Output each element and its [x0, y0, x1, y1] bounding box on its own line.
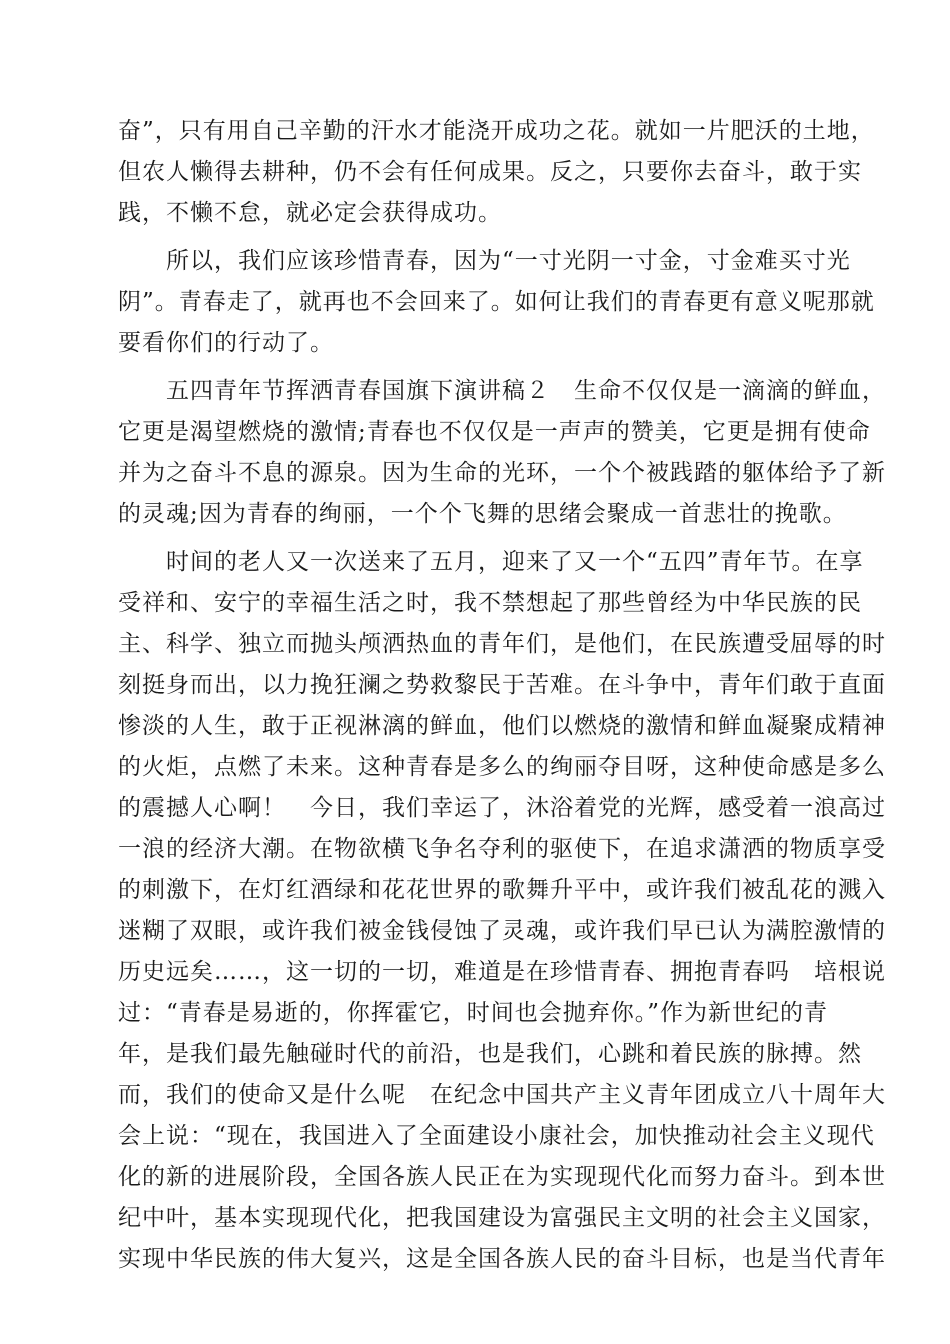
text-line: 但农人懒得去耕种，仍不会有任何成果。反之，只要你去奋斗，敢于实	[118, 159, 862, 185]
text-line: 要看你们的行动了。	[118, 330, 334, 356]
text-line: 并为之奋斗不息的源泉。因为生命的光环，一个个被践踏的躯体给予了新	[118, 460, 886, 486]
text-line: 的火炬，点燃了未来。这种青春是多么的绚丽夺目呀，这种使命感是多么	[118, 754, 886, 780]
text-line: 迷糊了双眼，或许我们被金钱侵蚀了灵魂，或许我们早已认为满腔激情的	[118, 918, 886, 944]
text-line: 奋”，只有用自己辛勤的汗水才能浇开成功之花。就如一片肥沃的土地，	[118, 118, 875, 144]
text-line: 会上说：“现在，我国进入了全面建设小康社会，加快推动社会主义现代	[118, 1123, 875, 1149]
text-line: 而，我们的使命又是什么呢 在纪念中国共产主义青年团成立八十周年大	[118, 1082, 886, 1108]
text-line: 践，不懒不怠，就必定会获得成功。	[118, 200, 502, 226]
text-line: 历史远矣……，这一切的一切，难道是在珍惜青春、拥抱青春吗 培根说	[118, 959, 886, 985]
text-line: 刻挺身而出，以力挽狂澜之势救黎民于苦难。在斗争中，青年们敢于直面	[118, 672, 886, 698]
text-line: 所以，我们应该珍惜青春，因为“一寸光阴一寸金，寸金难买寸光	[118, 248, 851, 274]
text-line: 时间的老人又一次送来了五月，迎来了又一个“五四”青年节。在享	[118, 549, 864, 575]
text-line: 过：“青春是易逝的，你挥霍它，时间也会抛弃你。”作为新世纪的青	[118, 1000, 829, 1026]
text-line: 纪中叶，基本实现现代化，把我国建设为富强民主文明的社会主义国家，	[118, 1205, 886, 1231]
text-line: 它更是渴望燃烧的激情;青春也不仅仅是一声声的赞美，它更是拥有使命	[118, 419, 871, 445]
text-line: 主、科学、独立而抛头颅洒热血的青年们，是他们，在民族遭受屈辱的时	[118, 631, 886, 657]
text-line: 实现中华民族的伟大复兴，这是全国各族人民的奋斗目标，也是当代青年	[118, 1246, 886, 1272]
text-line: 惨淡的人生，敢于正视淋漓的鲜血，他们以燃烧的激情和鲜血凝聚成精神	[118, 713, 886, 739]
text-line: 一浪的经济大潮。在物欲横飞争名夺利的驱使下，在追求潇洒的物质享受	[118, 836, 886, 862]
text-line: 受祥和、安宁的幸福生活之时，我不禁想起了那些曾经为中华民族的民	[118, 590, 862, 616]
text-line: 五四青年节挥洒青春国旗下演讲稿２ 生命不仅仅是一滴滴的鲜血，	[118, 378, 886, 404]
text-line: 年，是我们最先触碰时代的前沿，也是我们，心跳和着民族的脉搏。然	[118, 1041, 862, 1067]
text-line: 的震撼人心啊！ 今日，我们幸运了，沐浴着党的光辉，感受着一浪高过	[118, 795, 886, 821]
text-line: 化的新的进展阶段，全国各族人民正在为实现现代化而努力奋斗。到本世	[118, 1164, 886, 1190]
text-line: 阴”。青春走了，就再也不会回来了。如何让我们的青春更有意义呢那就	[118, 289, 875, 315]
text-line: 的灵魂;因为青春的绚丽，一个个飞舞的思绪会聚成一首悲壮的挽歌。	[118, 501, 847, 527]
text-line: 的刺激下，在灯红酒绿和花花世界的歌舞升平中，或许我们被乱花的溅入	[118, 877, 886, 903]
